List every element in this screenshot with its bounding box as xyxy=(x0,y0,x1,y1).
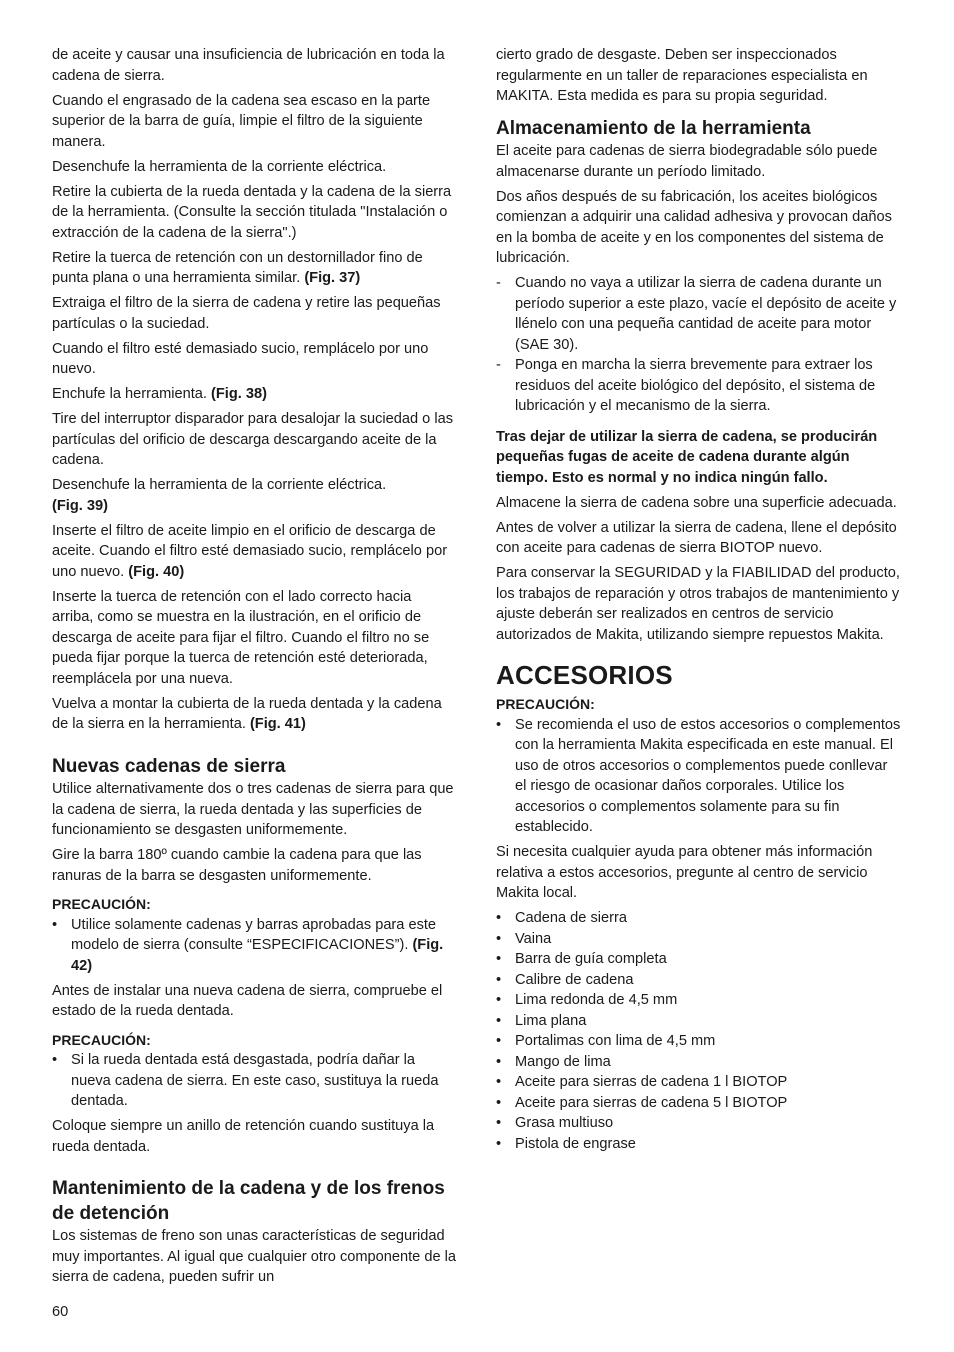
figure-ref: (Fig. 37) xyxy=(304,270,361,286)
paragraph xyxy=(52,694,456,735)
figure-ref: (Fig. 41) xyxy=(249,716,306,732)
paragraph xyxy=(52,521,456,583)
accessory-item-text: Mango de lima xyxy=(515,1053,611,1070)
paragraph: Dos años después de su fabricación, los aceites biológicos comienzan a adquirir una calidad adhesiva y provocan daños en la bomba de aceite y en los componentes del sistema de lubricación. xyxy=(496,188,892,266)
caution-list xyxy=(52,915,456,977)
figure-ref: (Fig. 40) xyxy=(128,563,185,580)
bullet-marker: • xyxy=(496,930,502,947)
accessory-item-text: Aceite para sierras de cadena 1 l BIOTOP xyxy=(515,1074,788,1090)
figure-ref: (Fig. 42) xyxy=(71,937,444,974)
bullet-marker: • xyxy=(496,992,502,1008)
paragraph-text: Vuelva a montar la cubierta de la rueda dentada y la cadena de la sierra en la herramienta. xyxy=(52,695,442,732)
accessory-item xyxy=(496,949,902,970)
paragraph: Retire la cubierta de la rueda dentada y la cadena de la sierra de la herramienta. (Consulte la sección titulada "Instalación o extracción de la cadena de la sierra".) xyxy=(52,183,452,241)
caution-list xyxy=(496,715,902,838)
accessory-item xyxy=(496,1052,902,1073)
paragraph: Cuando el filtro esté demasiado sucio, remplácelo por uno nuevo. xyxy=(52,340,429,377)
accessory-item xyxy=(496,929,902,950)
accessory-item-text: Portalimas con lima de 4,5 mm xyxy=(515,1033,716,1049)
important-note: Tras dejar de utilizar la sierra de cadena, se producirán pequeñas fugas de aceite de cadena durante algún tiempo. Esto es normal y no indica ningún fallo. xyxy=(496,428,878,486)
figure-ref: (Fig. 39) xyxy=(52,497,108,514)
paragraph xyxy=(52,384,456,405)
paragraph: Tire del interruptor disparador para desalojar la suciedad o las partículas del orificio de descarga descargando aceite de la cadena. xyxy=(52,411,454,468)
paragraph: Los sistemas de freno son unas características de seguridad muy importantes. Al igual que cualquier otro componente de la sierra de cadena, pueden sufrir un xyxy=(52,1228,456,1285)
paragraph: Inserte la tuerca de retención con el lado correcto hacia arriba, como se muestra en la ilustración, en el orificio de descarga de aceite para fijar el filtro. Cuando el filtro no se pueda fijar porque la tuerca de retención esté deteriorada, reemplácela por una nueva. xyxy=(52,588,430,687)
paragraph: Antes de volver a utilizar la sierra de cadena, llene el depósito con aceite para cadenas de sierra BIOTOP nuevo. xyxy=(496,519,897,556)
accessory-item-text: Grasa multiuso xyxy=(515,1115,614,1131)
paragraph: Para conservar la SEGURIDAD y la FIABILIDAD del producto, los trabajos de reparación y otros trabajos de mantenimiento y ajuste deberán ser realizados en centros de servicio autorizados de Makita, utilizando siempre repuestos Makita. xyxy=(496,565,900,643)
figure-ref: (Fig. 38) xyxy=(211,386,267,402)
accessory-item xyxy=(496,1093,902,1114)
list-item xyxy=(496,355,902,417)
paragraph: Cuando el engrasado de la cadena sea escaso en la parte superior de la barra de guía, limpie el filtro de la siguiente manera. xyxy=(52,92,431,150)
page-number: 60 xyxy=(52,1304,69,1320)
accessory-list xyxy=(496,908,902,1154)
bullet-marker: • xyxy=(496,1074,502,1090)
bullet-marker: • xyxy=(496,1012,502,1029)
list-item-text: Utilice solamente cadenas y barras aprobadas para este modelo de sierra (consulte “ESPECIFICACIONES”). xyxy=(71,916,437,953)
left-column xyxy=(52,45,456,1292)
list-item-text: Ponga en marcha la sierra brevemente para extraer los residuos del aceite biológico del depósito, el sistema de lubricación y el mecanismo de la sierra. xyxy=(515,357,876,414)
accessory-item xyxy=(496,990,902,1011)
bullet-marker: • xyxy=(52,916,58,933)
accessory-item-text: Barra de guía completa xyxy=(515,951,667,967)
bullet-marker: • xyxy=(496,1033,502,1049)
list-item xyxy=(52,915,456,977)
section-heading: Nuevas cadenas de sierra xyxy=(52,755,286,777)
dash-marker: - xyxy=(496,275,501,291)
accessory-item-text: Lima redonda de 4,5 mm xyxy=(515,992,678,1008)
paragraph: Utilice alternativamente dos o tres cadenas de sierra para que la cadena de sierra, la rueda dentada y las superficies de funcionamiento se desgasten uniformemente. xyxy=(52,781,454,838)
bullet-marker: • xyxy=(496,1135,502,1152)
paragraph: Antes de instalar una nueva cadena de sierra, compruebe el estado de la rueda dentada. xyxy=(52,982,443,1019)
list-item-text: Cuando no vaya a utilizar la sierra de cadena durante un período superior a este plazo, vacíe el depósito de aceite y llénelo con una pequeña cantidad de aceite para motor (SAE 30). xyxy=(515,275,897,353)
list-item xyxy=(52,1050,456,1112)
section-heading: Almacenamiento de la herramienta xyxy=(496,117,811,139)
paragraph: Gire la barra 180º cuando cambie la cadena para que las ranuras de la barra se desgasten uniformemente. xyxy=(52,847,422,884)
accessory-item-text: Aceite para sierras de cadena 5 l BIOTOP xyxy=(515,1094,788,1111)
list-item xyxy=(496,715,902,838)
bullet-marker: • xyxy=(496,951,502,967)
paragraph: Extraiga el filtro de la sierra de cadena y retire las pequeñas partículas o la suciedad. xyxy=(52,295,441,332)
paragraph: cierto grado de desgaste. Deben ser inspeccionados regularmente en un taller de reparaciones especialista en MAKITA. Esta medida es para su propia seguridad. xyxy=(496,47,868,104)
caution-label: PRECAUCIÓN: xyxy=(496,696,595,712)
accessory-item-text: Cadena de sierra xyxy=(515,910,627,926)
paragraph: Almacene la sierra de cadena sobre una superficie adecuada. xyxy=(496,494,897,511)
paragraph: El aceite para cadenas de sierra biodegradable sólo puede almacenarse durante un período limitado. xyxy=(496,143,878,180)
list-item xyxy=(496,273,902,355)
accessory-item xyxy=(496,1011,902,1032)
accessory-item xyxy=(496,970,902,991)
paragraph: Si necesita cualquier ayuda para obtener más información relativa a estos accesorios, pregunte al centro de servicio Makita local. xyxy=(496,844,873,901)
accessory-item xyxy=(496,1031,902,1052)
bullet-marker: • xyxy=(496,1115,502,1131)
accessory-item xyxy=(496,1134,902,1155)
bullet-marker: • xyxy=(496,1094,502,1111)
bullet-marker: • xyxy=(496,910,502,926)
right-column xyxy=(496,45,902,1159)
paragraph-text: Desenchufe la herramienta de la corriente eléctrica. xyxy=(52,477,387,493)
bullet-marker: • xyxy=(496,716,502,733)
paragraph-text: Enchufe la herramienta. xyxy=(52,386,211,402)
dash-marker: - xyxy=(496,357,501,373)
accessory-item-text: Calibre de cadena xyxy=(515,971,634,988)
bullet-marker: • xyxy=(52,1052,58,1068)
caution-label: PRECAUCIÓN: xyxy=(52,1031,151,1048)
paragraph: Desenchufe la herramienta de la corriente eléctrica. xyxy=(52,158,387,175)
paragraph-text: Retire la tuerca de retención con un destornillador fino de punta plana o una herramienta similar. xyxy=(52,249,423,286)
accessory-item-text: Lima plana xyxy=(515,1012,587,1029)
chapter-heading: ACCESORIOS xyxy=(496,660,673,690)
paragraph: de aceite y causar una insuficiencia de lubricación en toda la cadena de sierra. xyxy=(52,47,445,84)
paragraph xyxy=(52,475,456,516)
list-item-text: Se recomienda el uso de estos accesorios o complementos con la herramienta Makita especificada en este manual. El uso de otros accesorios o complementos puede conllevar el riesgo de ocasionar daños corporales. Utilice los accesorios o complementos solamente para su fin establecido. xyxy=(515,716,901,835)
section-heading: Mantenimiento de la cadena y de los frenos de detención xyxy=(52,1178,445,1224)
accessory-item xyxy=(496,1072,902,1093)
list-item-text: Si la rueda dentada está desgastada, podría dañar la nueva cadena de sierra. En este caso, sustituya la rueda dentada. xyxy=(71,1052,439,1109)
paragraph xyxy=(52,248,456,289)
accessory-item xyxy=(496,1113,902,1134)
paragraph: Coloque siempre un anillo de retención cuando sustituya la rueda dentada. xyxy=(52,1118,435,1155)
accessory-item-text: Pistola de engrase xyxy=(515,1135,636,1152)
bullet-marker: • xyxy=(496,971,502,988)
caution-label: PRECAUCIÓN: xyxy=(52,896,151,912)
bullet-marker: • xyxy=(496,1053,502,1070)
dash-list xyxy=(496,273,902,417)
accessory-item xyxy=(496,908,902,929)
paragraph-text: Inserte el filtro de aceite limpio en el orificio de descarga de aceite. Cuando el filtro esté demasiado sucio, remplácelo por uno nuevo. xyxy=(52,522,448,580)
caution-list xyxy=(52,1050,456,1112)
accessory-item-text: Vaina xyxy=(515,930,552,947)
